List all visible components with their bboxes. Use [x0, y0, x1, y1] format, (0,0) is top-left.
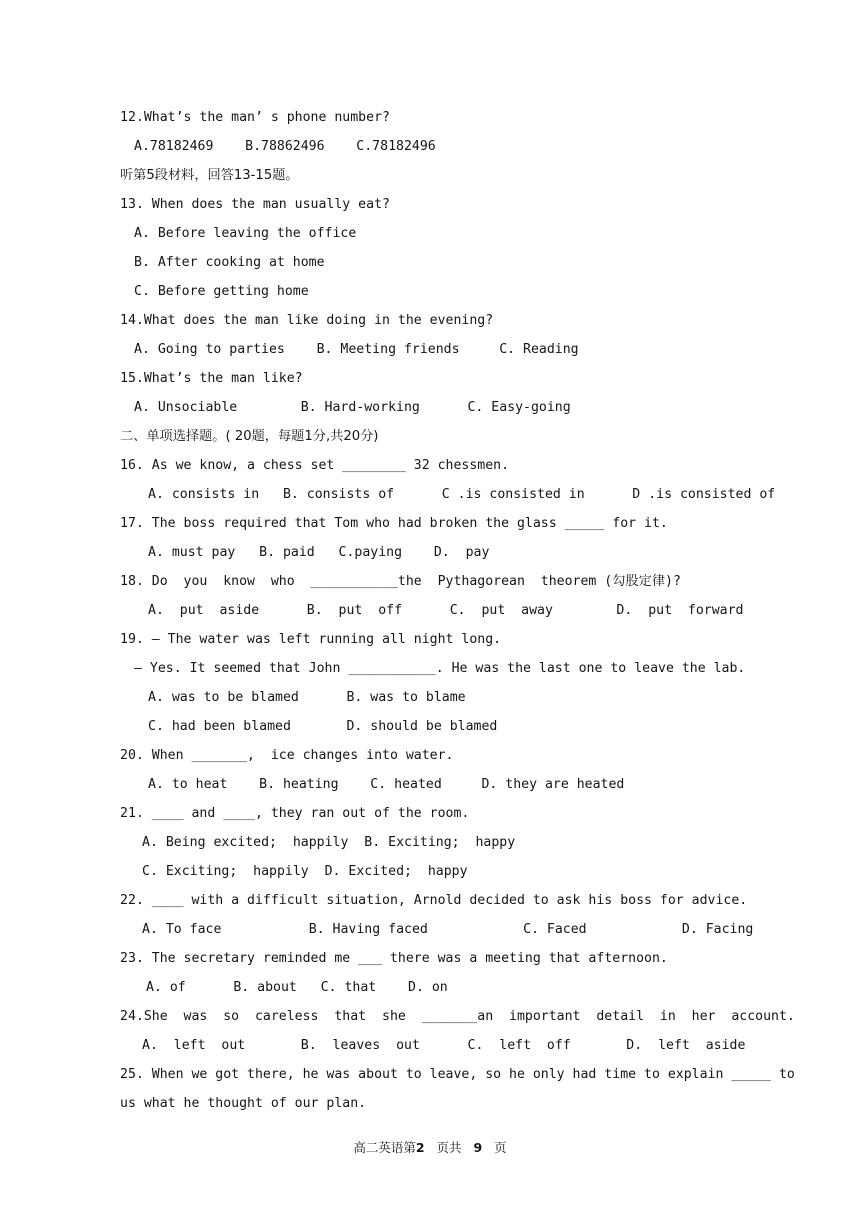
question-25: 25. When we got there, he was about to leave, so he only had time to explain _____ to: [120, 1067, 795, 1082]
question-21: 21. ____ and ____, they ran out of the room.: [120, 806, 470, 821]
footer-page-current: 2: [415, 1140, 425, 1155]
question-12: 12.What’s the man’ s phone number?: [120, 110, 390, 125]
question-16-options: A. consists in B. consists of C .is consisted in D .is consisted of: [148, 487, 776, 502]
footer-prefix: 高二英语第: [353, 1140, 416, 1155]
question-24-options: A. left out B. leaves out C. left off D. left aside: [142, 1038, 746, 1053]
question-13-option-a: A. Before leaving the office: [134, 226, 357, 241]
question-21-options-cd: C. Exciting; happily D. Excited; happy: [142, 864, 468, 879]
page-footer: [0, 1138, 860, 1156]
question-17-options: A. must pay B. paid C.paying D. pay: [148, 545, 490, 560]
question-13-option-c: C. Before getting home: [134, 284, 309, 299]
question-22: 22. ____ with a difficult situation, Arnold decided to ask his boss for advice.: [120, 893, 748, 908]
question-20-options: A. to heat B. heating C. heated D. they are heated: [148, 777, 625, 792]
footer-middle: 页共: [436, 1140, 462, 1155]
section-instruction-5: 听第5段材料，回答13-15题。: [120, 168, 299, 183]
question-22-options: A. To face B. Having faced C. Faced D. Facing: [142, 922, 754, 937]
question-23: 23. The secretary reminded me ___ there was a meeting that afternoon.: [120, 951, 668, 966]
question-18-options: A. put aside B. put off C. put away D. put forward: [148, 603, 744, 618]
question-12-options: A.78182469 B.78862496 C.78182496: [134, 139, 436, 154]
question-13: 13. When does the man usually eat?: [120, 197, 390, 212]
question-16: 16. As we know, a chess set ________ 32 chessmen.: [120, 458, 510, 473]
question-15: 15.What’s the man like?: [120, 371, 303, 386]
section-heading-single-choice: 二、单项选择题。( 20题，每题1分,共20分): [120, 429, 379, 444]
question-13-option-b: B. After cooking at home: [134, 255, 325, 270]
question-25-continued: us what he thought of our plan.: [120, 1096, 367, 1111]
footer-suffix: 页: [494, 1140, 507, 1155]
question-19-reply: — Yes. It seemed that John ___________. He was the last one to leave the lab.: [134, 661, 746, 676]
question-19-options-cd: C. had been blamed D. should be blamed: [148, 719, 498, 734]
question-14-options: A. Going to parties B. Meeting friends C. Reading: [134, 342, 579, 357]
question-23-options: A. of B. about C. that D. on: [146, 980, 448, 995]
question-21-options-ab: A. Being excited; happily B. Exciting; happy: [142, 835, 516, 850]
question-14: 14.What does the man like doing in the evening?: [120, 313, 494, 328]
question-18: 18. Do you know who ___________the Pythagorean theorem (勾股定律)?: [120, 574, 681, 589]
question-20: 20. When _______, ice changes into water.: [120, 748, 454, 763]
question-24: 24.She was so careless that she _______an important detail in her account.: [120, 1009, 795, 1024]
question-19-options-ab: A. was to be blamed B. was to blame: [148, 690, 466, 705]
question-17: 17. The boss required that Tom who had broken the glass _____ for it.: [120, 516, 668, 531]
footer-page-total: 9: [473, 1140, 483, 1155]
question-15-options: A. Unsociable B. Hard-working C. Easy-going: [134, 400, 571, 415]
question-19: 19. — The water was left running all night long.: [120, 632, 502, 647]
